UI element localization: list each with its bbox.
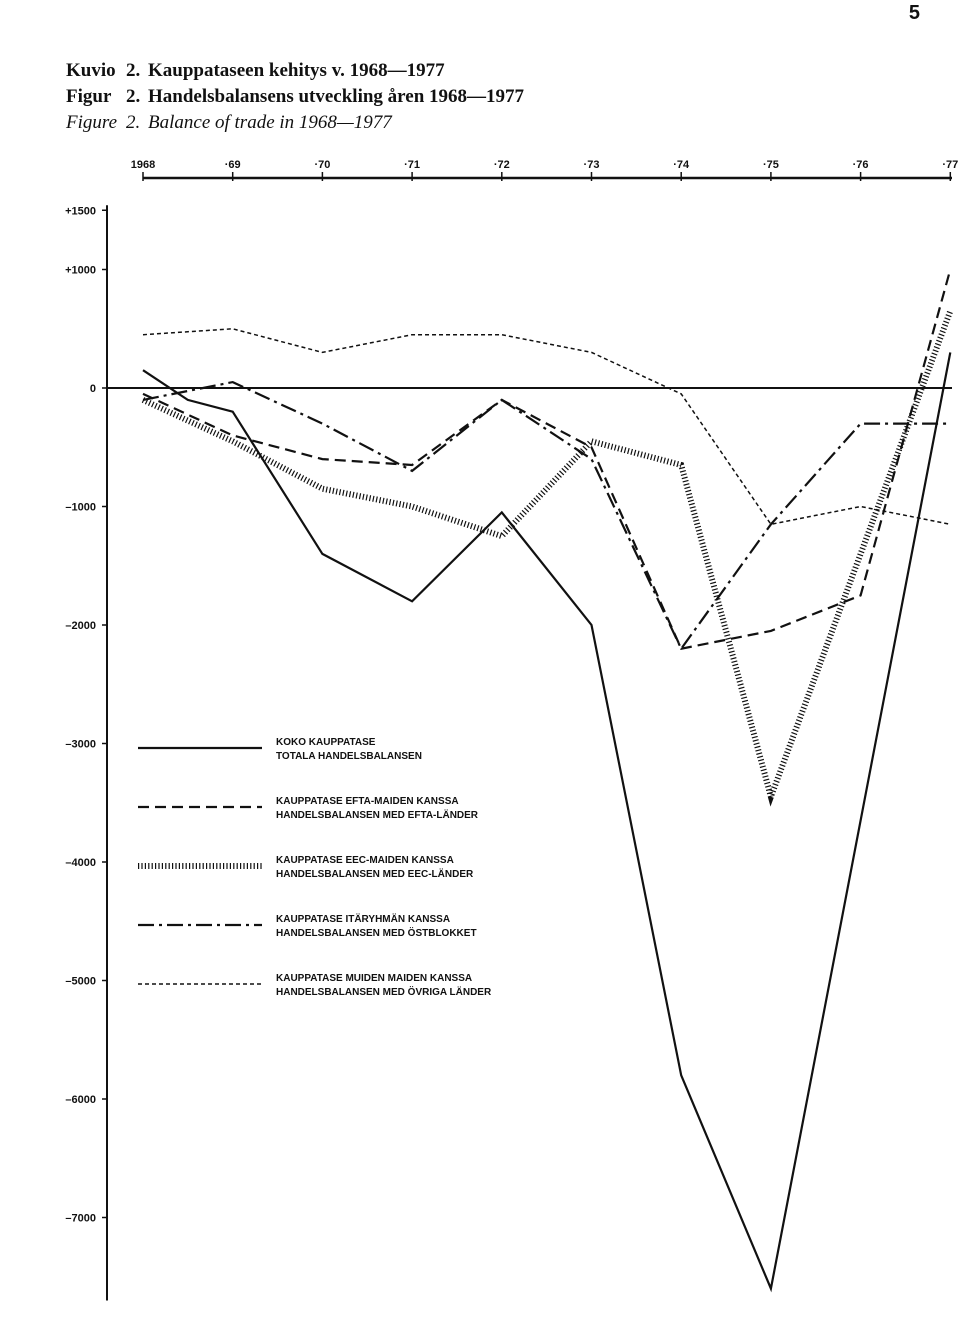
legend-label-sv-5: HANDELSBALANSEN MED ÖVRIGA LÄNDER [276, 987, 492, 998]
chart-axes [65, 159, 958, 1300]
x-tick-label: ·69 [224, 159, 241, 171]
legend-label-fi-1: KOKO KAUPPATASE [276, 737, 376, 748]
x-tick-label: ·75 [762, 159, 779, 171]
caption-text-sv: Handelsbalansens utveckling åren 1968—1977 [148, 86, 525, 107]
legend-label-sv-2: HANDELSBALANSEN MED EFTA-LÄNDER [276, 810, 479, 821]
caption-label-en: Figure [66, 112, 118, 133]
series-line-3 [143, 311, 950, 797]
chart-legend [138, 737, 492, 998]
y-tick-label: +1500 [65, 205, 96, 218]
legend-label-sv-4: HANDELSBALANSEN MED ÖSTBLOKKET [276, 928, 477, 939]
caption-text-en: Balance of trade in 1968—1977 [148, 112, 392, 133]
caption-number-en: 2. [126, 112, 141, 133]
page-number: 5 [908, 2, 920, 24]
y-tick-label: –4000 [65, 857, 96, 869]
y-tick-label: –6000 [65, 1094, 96, 1106]
legend-label-fi-5: KAUPPATASE MUIDEN MAIDEN KANSSA [276, 973, 473, 984]
x-tick-label: ·76 [852, 159, 869, 171]
legend-label-fi-3: KAUPPATASE EEC-MAIDEN KANSSA [276, 855, 454, 866]
x-tick-label: ·73 [583, 159, 600, 171]
y-tick-label: –2000 [65, 620, 96, 632]
x-tick-label: 1968 [130, 159, 156, 171]
x-tick-label: ·72 [493, 159, 510, 171]
x-tick-label: ·71 [404, 159, 421, 171]
chart-series [143, 270, 950, 1289]
caption-label-sv: Figur [66, 86, 112, 107]
legend-label-sv-1: TOTALA HANDELSBALANSEN [276, 751, 422, 762]
x-tick-label: ·70 [314, 159, 331, 171]
y-tick-label: –5000 [65, 975, 96, 988]
caption-number-sv: 2. [126, 86, 141, 107]
legend-label-fi-2: KAUPPATASE EFTA-MAIDEN KANSSA [276, 796, 459, 807]
x-tick-label: ·77 [942, 159, 959, 171]
y-tick-label: –3000 [65, 738, 96, 751]
y-tick-label: 0 [89, 383, 96, 395]
x-tick-label: ·74 [673, 159, 690, 171]
legend-label-sv-3: HANDELSBALANSEN MED EEC-LÄNDER [276, 869, 474, 880]
caption-number-fi: 2. [126, 60, 141, 81]
series-line-1 [143, 352, 950, 1288]
y-tick-label: –7000 [65, 1212, 96, 1225]
series-line-5 [143, 329, 950, 525]
caption-label-fi: Kuvio [66, 60, 116, 81]
y-tick-label: +1000 [65, 264, 96, 277]
y-tick-label: –1000 [65, 501, 96, 514]
legend-label-fi-4: KAUPPATASE ITÄRYHMÄN KANSSA [276, 914, 451, 925]
caption-text-fi: Kauppataseen kehitys v. 1968—1977 [148, 60, 445, 81]
